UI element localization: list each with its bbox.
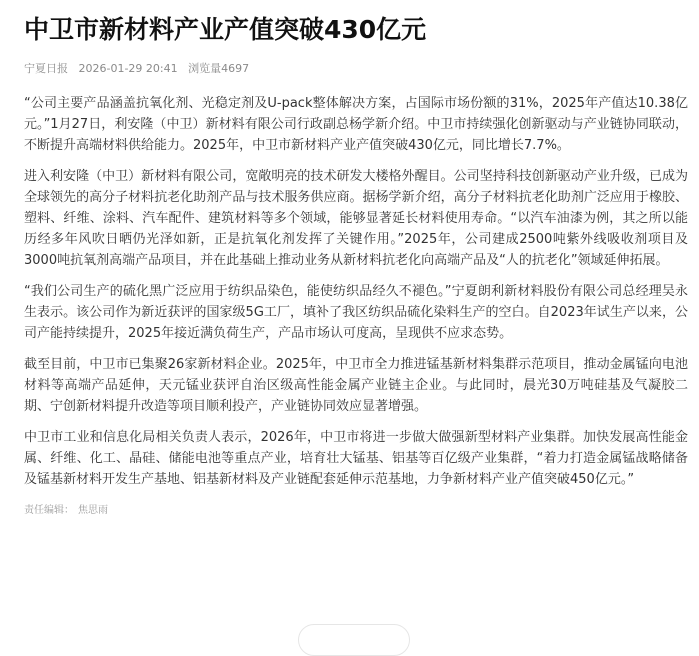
article-paragraph-5: 中卫市工业和信息化局相关负责人表示，2026年，中卫市将进一步做大做强新型材料产业集群。加快发展高性能金属、纤维、化工、晶硅、储能电池等重点产业，培育壮大锰基、铝基等百亿级产业集群，“着力打造金属锰战略储备及锰基新材料开发生产基地、铝基新材料及产业链配套延伸示范基地，力争新材料产业产值突破450亿元。” xyxy=(24,430,688,487)
bottom-action-pill[interactable] xyxy=(298,624,410,656)
article-views: 浏览量4697 xyxy=(188,62,250,75)
article-paragraph-4: 截至目前，中卫市已集聚26家新材料企业。2025年，中卫市全力推进锰基新材料集群示范项目，推动金属锰向电池材料等高端产品延伸，天元锰业获评自治区级高性能金属产业链主企业。与此同时，晨光30万吨硅基及气凝胶二期、宁创新材料提升改造等项目顺利投产，产业链协同效应显著增强。 xyxy=(24,357,688,414)
editor-name: 焦思雨 xyxy=(78,505,108,516)
responsible-editor xyxy=(24,504,688,518)
article-meta xyxy=(24,61,688,77)
article xyxy=(24,0,688,518)
editor-label: 责任编辑： xyxy=(24,505,74,516)
article-paragraph-1: “公司主要产品涵盖抗氧化剂、光稳定剂及U-pack整体解决方案，占国际市场份额的31%，2025年产值达10.38亿元。”1月27日，利安隆（中卫）新材料有限公司行政副总杨学新介绍。中卫市持续强化创新驱动与产业链协同联动，不断提升高端材料供给能力。2025年，中卫市新材料产业产值突破430亿元，同比增长7.7%。 xyxy=(24,96,688,153)
article-paragraph-2: 进入利安隆（中卫）新材料有限公司，宽敞明亮的技术研发大楼格外醒目。公司坚持科技创新驱动产业升级，已成为全球领先的高分子材料抗老化助剂产品与技术服务供应商。据杨学新介绍，高分子材料抗老化助剂广泛应用于橡胶、塑料、纤维、涂料、汽车配件、建筑材料等多个领域，能够显著延长材料使用寿命。“以汽车油漆为例，其之所以能历经多年风吹日晒仍光泽如新，正是抗氧化剂发挥了关键作用。”2025年，公司建成2500吨紫外线吸收剂项目及3000吨抗氧剂高端产品项目，并在此基础上推动业务从新材料抗老化向高端产品及“人的抗老化”领域延伸拓展。 xyxy=(24,169,688,268)
article-date: 2026-01-29 20:41 xyxy=(78,62,178,75)
article-title: 中卫市新材料产业产值突破430亿元 xyxy=(24,15,427,44)
article-paragraph-3: “我们公司生产的硫化黑广泛应用于纺织品染色，能使纺织品经久不褪色。”宁夏朗利新材料股份有限公司总经理吴永生表示。该公司作为新近获评的国家级5G工厂，填补了我区纺织品硫化染料生产的空白。自2023年试生产以来，公司产能持续提升，2025年接近满负荷生产，产品市场认可度高，呈现供不应求态势。 xyxy=(24,284,688,341)
article-source: 宁夏日报 xyxy=(24,62,68,75)
